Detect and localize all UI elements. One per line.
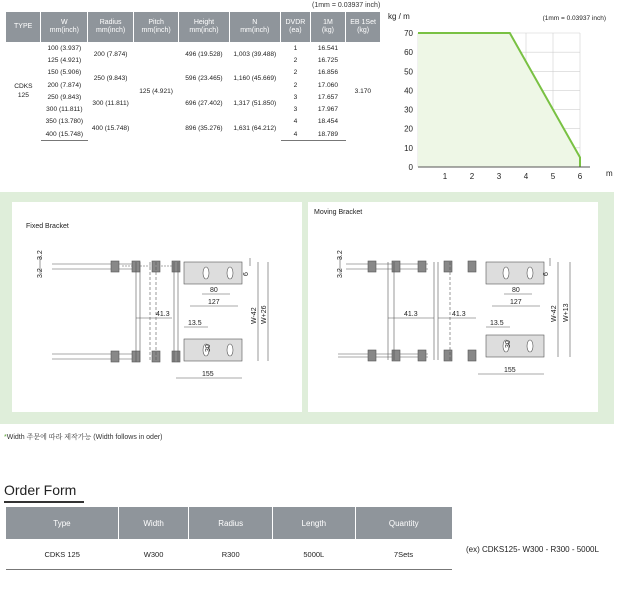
col-pitch-unit: mm(inch) [141,27,171,34]
spec-table [6,12,380,141]
cell-height: 896 (35.276) [185,124,223,132]
cell-dvdr: 4 [281,128,311,141]
chart-y-tick-label: 20 [404,124,413,134]
chart-area-fill [418,33,580,167]
table-row [6,91,380,103]
cell-dvdr: 3 [293,93,298,101]
fixed-dim-41-3: 41.3 [156,311,170,318]
col-w-unit: mm(inch) [49,27,79,34]
col-1m-unit: (kg) [321,27,334,34]
col-radius-label: Radius [99,19,122,26]
chart-x-tick-label: 4 [523,172,529,181]
fixed-dim-3-2-b: 3.2 [37,268,44,278]
cell-w: 100 (3.937) [47,44,82,52]
col-pitch [133,12,179,42]
chart-x-tick-label: 2 [469,172,475,181]
cell-1m: 17.967 [317,106,339,114]
fixed-dim-80: 80 [210,287,218,294]
col-1m [310,12,346,42]
chart-xlabel: m [606,169,613,178]
col-w-label: W [61,19,68,26]
moving-dim-127: 127 [510,299,522,306]
cell-radius: 300 (11.811) [92,99,129,107]
order-cell-width: W300 [118,539,188,570]
table-row [6,539,452,570]
cell-dvdr: 2 [293,69,298,77]
spec-header-row [6,12,380,42]
fixed-bracket-title: Fixed Bracket [26,223,69,230]
cell-w: 200 (7.874) [47,81,82,89]
chart-y-tick-label: 30 [404,105,413,115]
col-eb-label: EB 1Set [350,19,376,26]
col-radius [88,12,134,42]
col-n-label: N [252,19,258,26]
moving-dim-80: 80 [512,287,520,294]
cell-radius: 250 (9.843) [93,75,128,83]
col-n [229,12,281,42]
cell-dvdr: 2 [293,56,298,64]
col-dvdr-unit: (ea) [289,27,302,34]
cell-1m: 18.454 [317,118,339,126]
col-pitch-label: Pitch [148,19,164,26]
cell-dvdr: 2 [293,81,298,89]
cell-w: 300 (11.811) [46,106,83,114]
col-n-unit: mm(inch) [240,27,270,34]
chart-y-tick-label: 10 [404,143,413,153]
col-type [6,12,41,42]
order-table [6,507,452,570]
moving-dim-w-42: W-42 [551,305,558,322]
order-col-radius: Radius [189,507,273,539]
cell-n: 1,003 (39.488) [233,50,277,58]
moving-dim-3-2-a: 3.2 [337,250,344,260]
chart-x-tick-label: 1 [442,172,448,181]
note-text: Width 주문에 따라 제작가능 (Width follows in oder) [6,434,163,441]
cell-1m: 17.060 [317,81,339,89]
chart-x-tick-label: 6 [577,172,583,181]
fixed-dim-6: 6 [243,272,250,276]
cell-dvdr: 1 [293,44,298,52]
fixed-dim-13-5: 13.5 [188,320,202,327]
moving-dim-13-5: 13.5 [490,320,504,327]
moving-dim-6: 6 [543,272,550,276]
col-1m-label: 1M [323,19,333,26]
cell-w: 125 (4.921) [47,56,82,64]
chart-ylabel: kg / m [388,12,410,21]
cell-1m: 18.789 [310,128,346,141]
cell-1m: 17.657 [317,93,339,101]
fixed-dim-w-26: W+26 [261,305,268,324]
fixed-dim-30: 30 [205,344,212,352]
cell-1m: 16.541 [317,44,339,52]
order-cell-type: CDKS 125 [6,539,118,570]
cell-type: CDKS 125 [14,83,33,100]
col-height-label: Height [193,19,215,26]
chart-unit-note: (1mm = 0.03937 inch) [542,15,606,22]
cell-dvdr: 3 [293,106,298,114]
chart-y-tick-label: 40 [404,86,413,96]
table-row [6,42,380,54]
order-col-type: Type [6,507,118,539]
order-cell-radius: R300 [189,539,273,570]
moving-dim-30: 30 [505,340,512,348]
cell-1m: 16.856 [317,69,339,77]
fixed-dim-127: 127 [208,299,220,306]
cell-n: 1,631 (64.212) [233,124,277,132]
cell-w: 350 (13.780) [45,118,84,126]
cell-w: 400 (15.748) [41,128,88,141]
cell-n: 1,160 (45.669) [233,75,277,83]
unit-note: (1mm = 0.03937 inch) [312,2,381,9]
moving-dim-w-13: W+13 [563,303,570,322]
chart-x-tick-label: 3 [496,172,502,181]
table-row [6,116,380,128]
order-col-width: Width [118,507,188,539]
cell-height: 496 (19.528) [185,50,223,58]
order-title-underline [4,501,84,503]
fixed-dim-3-2-a: 3.2 [37,250,44,260]
col-eb [346,12,380,42]
col-eb-unit: (kg) [357,27,370,34]
order-col-quantity: Quantity [355,507,452,539]
cell-1m: 16.725 [317,56,339,64]
order-form-title: Order Form [4,482,77,498]
chart-y-tick-label: 70 [404,29,413,38]
col-w [41,12,88,42]
load-chart [384,6,624,184]
order-cell-length: 5000L [273,539,355,570]
cell-w: 150 (5.906) [47,69,82,77]
width-note [4,432,163,442]
col-radius-unit: mm(inch) [96,27,126,34]
cell-radius: 200 (7.874) [93,50,128,58]
moving-bracket-drawing [308,202,598,412]
cell-eb: 3.170 [354,87,372,95]
cell-dvdr: 4 [293,118,298,126]
cell-pitch: 125 (4.921) [139,87,173,95]
moving-dim-41-3-a: 41.3 [404,311,418,318]
order-example: (ex) CDKS125- W300 - R300 - 5000L [466,545,599,554]
moving-dim-41-3-b: 41.3 [452,311,466,318]
fixed-bracket-drawing [12,202,302,412]
cell-n: 1,317 (51.850) [233,99,277,107]
moving-dim-155: 155 [504,367,516,374]
fixed-bracket-panel [12,202,302,412]
chart-y-tick-label: 0 [408,163,413,172]
note-star: * [4,434,7,441]
cell-radius: 400 (15.748) [91,124,130,132]
cell-height: 596 (23.465) [185,75,223,83]
col-dvdr-label: DVDR [285,19,306,26]
table-row [6,67,380,79]
cell-height: 696 (27.402) [185,99,223,107]
cell-w: 250 (9.843) [47,93,82,101]
moving-dim-3-2-b: 3.2 [337,268,344,278]
col-height [179,12,229,42]
col-height-unit: mm(inch) [189,27,219,34]
fixed-dim-155: 155 [202,371,214,378]
chart-y-tick-label: 50 [404,67,413,77]
order-cell-quantity: 7Sets [355,539,452,570]
chart-x-tick-label: 5 [550,172,556,181]
col-type-label: TYPE [14,23,33,30]
order-col-length: Length [273,507,355,539]
moving-bracket-title: Moving Bracket [314,209,363,216]
col-dvdr [281,12,311,42]
chart-y-tick-label: 60 [404,48,413,58]
order-header-row [6,507,452,539]
fixed-dim-w-42: W-42 [251,307,258,324]
moving-bracket-panel [308,202,598,412]
